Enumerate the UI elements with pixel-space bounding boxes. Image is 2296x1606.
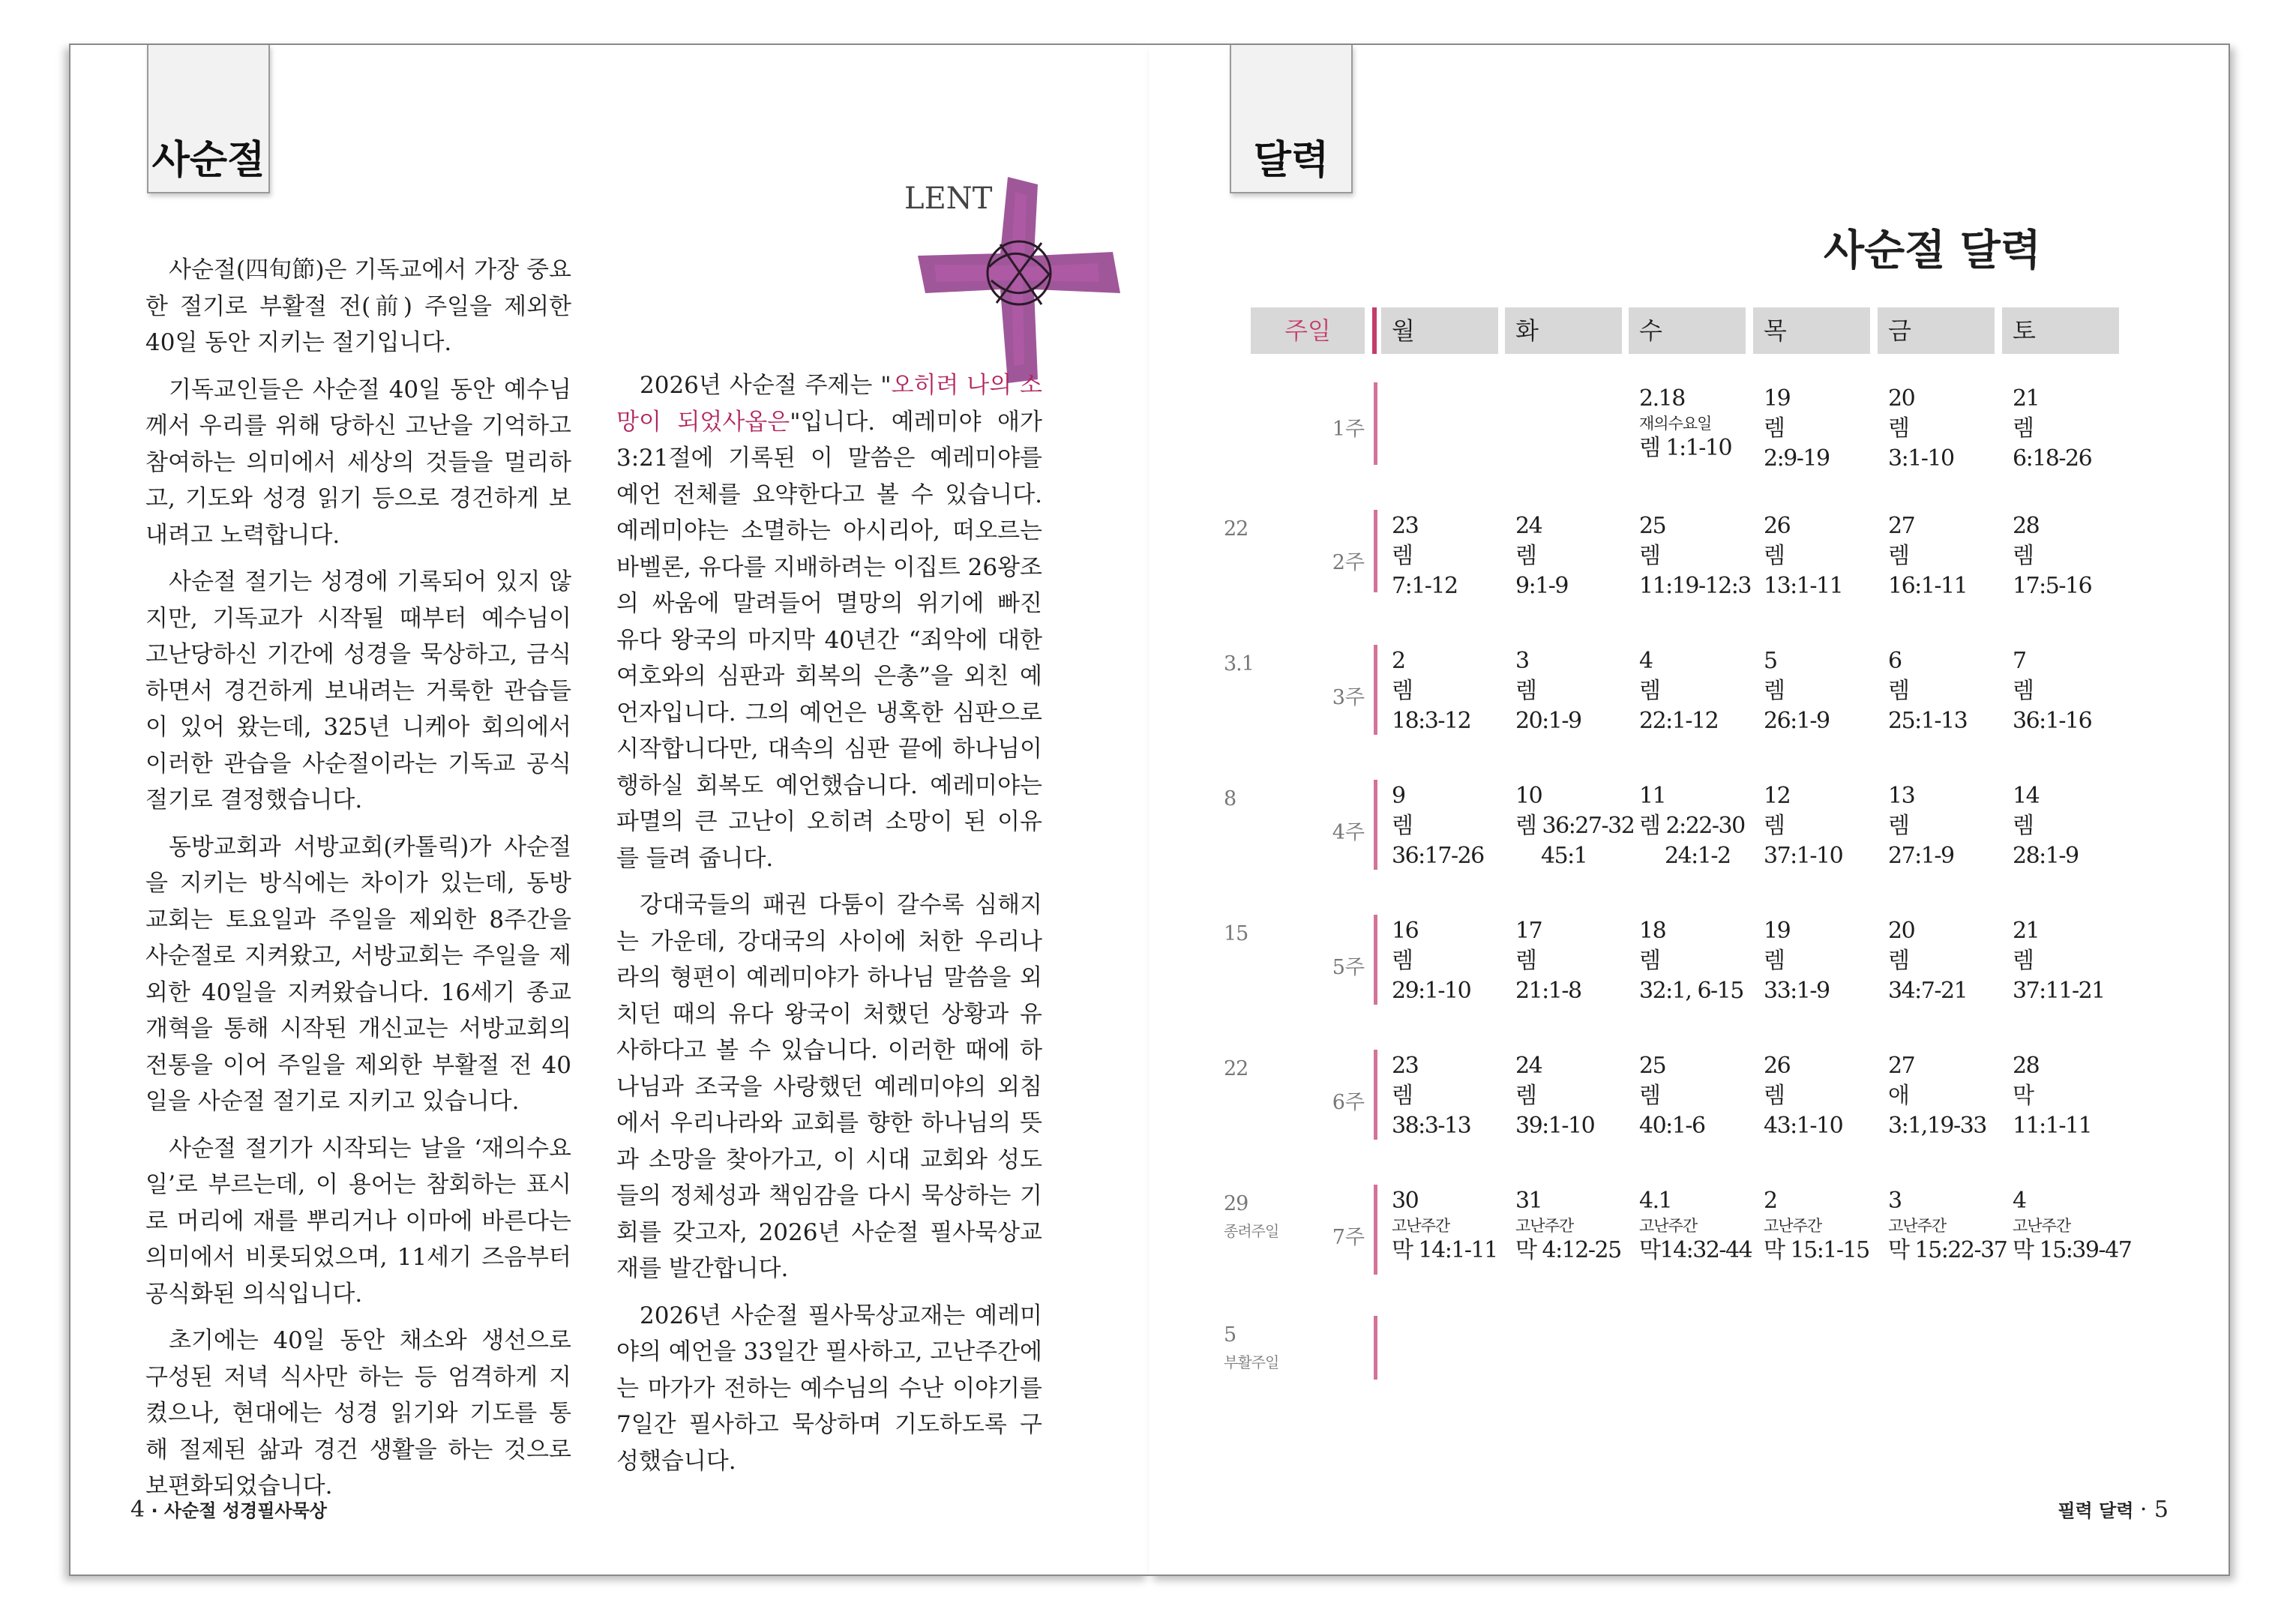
reading-ref: 39:1-10	[1515, 1113, 1595, 1139]
day-date: 28	[2013, 513, 2040, 539]
reading-ref: 막 15:1-15	[1764, 1237, 1869, 1263]
page-footer-right	[2058, 1496, 2169, 1523]
lent-cross-logo	[895, 162, 1135, 394]
reading-ref: 21:1-8	[1515, 978, 1581, 1004]
text-column-2	[616, 367, 1042, 1490]
calendar-day-cell	[2013, 781, 2079, 871]
paragraph-text: "입니다. 예레미야 애가 3:21절에 기록된 이 말씀은 예레미야를 예언 전체를 요약한다고 볼 수 있습니다. 예레미야는 소멸하는 아시리아, 떠오르는 바벨론, 유다를 지배하려는 이집트 26왕조의 싸움에 말려들어 멸망의 위기에 빠진 유다 왕국의 마지막 40년간 “죄악에 대한 여호와의 심판과 회복의 은총”을 외친 예언자입니다. 그의 예언은 냉혹한 심판으로 시작합니다만, 대속의 심판 끝에 하나님이 행하실 회복도 예언했습니다. 예레미야는 파멸의 큰 고난이 오히려 소망이 된 이유를 들려 줍니다.	[616, 408, 1042, 872]
calendar-day-cell	[1764, 384, 1830, 474]
day-note: 고난주간	[1888, 1217, 1947, 1235]
calendar-day-cell	[1888, 646, 1967, 736]
paragraph	[616, 367, 1042, 876]
day-note: 고난주간	[1639, 1217, 1698, 1235]
reading-ref: 막 4:12-25	[1515, 1237, 1621, 1263]
week-divider	[1374, 915, 1377, 1005]
reading-ref: 렘	[2013, 415, 2034, 442]
day-date: 19	[1764, 918, 1791, 944]
day-note: 고난주간	[1392, 1217, 1450, 1235]
reading-ref: 렘 36:27-32	[1515, 813, 1635, 839]
day-date: 3	[1515, 648, 1529, 674]
week-row-label	[1224, 1185, 1374, 1297]
reading-ref: 렘	[1392, 1083, 1413, 1109]
week-row-label	[1224, 1316, 1374, 1402]
calendar-day-cell	[1888, 1051, 1986, 1141]
day-date: 26	[1764, 513, 1791, 539]
reading-ref: 40:1-6	[1639, 1113, 1705, 1139]
section-tab	[147, 45, 270, 193]
reading-ref: 렘	[1764, 543, 1785, 569]
reading-ref: 27:1-9	[1888, 843, 1954, 869]
reading-ref: 3:1-10	[1888, 445, 1954, 472]
day-date: 10	[1515, 783, 1542, 809]
calendar-day-cell	[1639, 1186, 1752, 1266]
reading-ref: 25:1-13	[1888, 708, 1968, 734]
calendar-day-cell	[1515, 1186, 1621, 1266]
sunday-date: 22	[1224, 517, 1248, 541]
calendar-day-cell	[2013, 1051, 2091, 1141]
day-date: 19	[1764, 385, 1791, 412]
sunday-date: 29	[1224, 1192, 1248, 1215]
day-date: 12	[1764, 783, 1791, 809]
reading-ref: 렘	[2013, 678, 2034, 704]
section-tab	[1230, 45, 1353, 193]
reading-ref: 렘	[2013, 543, 2034, 569]
calendar-day-cell	[1515, 511, 1568, 601]
week-number: 1주	[1332, 418, 1365, 441]
paragraph-text: 2026년 사순절 주제는 "	[640, 372, 892, 399]
week-number: 6주	[1332, 1091, 1365, 1114]
paragraph: 강대국들의 패권 다툼이 갈수록 심해지는 가운데, 강대국의 사이에 처한 우리나라의 형편이 예레미야가 하나님 말씀을 외치던 때의 유다 왕국이 처했던 상황과 유사하다고 볼 수 있습니다. 이러한 때에 하나님과 조국을 사랑했던 예레미야의 외침에서 우리나라와 교회를 향한 하나님의 뜻과 소망을 찾아가고, 이 시대 교회와 성도들의 정체성과 책임감을 다시 묵상하는 기회를 갖고자, 2026년 사순절 필사묵상교재를 발간합니다.	[616, 891, 1042, 1282]
reading-ref: 렘	[1764, 415, 1785, 442]
week-row-label	[1224, 645, 1374, 757]
reading-ref: 렘	[1888, 543, 1909, 569]
week-number: 4주	[1332, 821, 1365, 844]
reading-ref: 20:1-9	[1515, 708, 1581, 734]
calendar-title: 사순절 달력	[1824, 226, 2041, 275]
day-date: 6	[1888, 648, 1902, 674]
week-number: 2주	[1332, 551, 1365, 574]
footer-title: 필력 달력	[2058, 1500, 2134, 1521]
reading-ref: 34:7-21	[1888, 978, 1968, 1004]
calendar-day-cell	[1515, 1051, 1594, 1141]
sunday-date: 5	[1224, 1323, 1236, 1347]
reading-ref: 45:1	[1541, 843, 1587, 869]
calendar-day-cell	[1392, 511, 1458, 601]
week-divider	[1374, 1050, 1377, 1140]
reading-ref: 애	[1888, 1083, 1909, 1109]
calendar-day-cell	[1515, 916, 1581, 1006]
calendar-day-cell	[1639, 646, 1718, 736]
calendar-header-1: 월	[1381, 307, 1498, 354]
page-number: · 5	[2139, 1497, 2169, 1523]
reading-ref: 렘	[1764, 1083, 1785, 1109]
week-divider	[1374, 510, 1377, 592]
day-date: 5	[1764, 648, 1777, 674]
reading-ref: 37:11-21	[2013, 978, 2105, 1004]
day-date: 13	[1888, 783, 1915, 809]
day-date: 27	[1888, 513, 1915, 539]
page-footer-left	[130, 1496, 327, 1523]
lent-logo-text: LENT	[904, 181, 993, 216]
calendar-day-cell	[1764, 781, 1842, 871]
reading-ref: 43:1-10	[1764, 1113, 1843, 1139]
calendar-header-3: 수	[1629, 307, 1746, 354]
sunday-name: 종려주일	[1224, 1222, 1279, 1240]
day-date: 3	[1888, 1188, 1902, 1214]
reading-ref: 2:9-19	[1764, 445, 1830, 472]
reading-ref: 38:3-13	[1392, 1113, 1471, 1139]
day-note: 고난주간	[2013, 1217, 2071, 1235]
reading-ref: 막 15:39-47	[2013, 1237, 2132, 1263]
calendar-day-cell	[1764, 646, 1830, 736]
calendar-day-cell	[1888, 1186, 2007, 1266]
reading-ref: 렘	[1639, 948, 1660, 974]
reading-ref: 32:1, 6-15	[1639, 978, 1743, 1004]
reading-ref: 막14:32-44	[1639, 1237, 1752, 1263]
reading-ref: 33:1-9	[1764, 978, 1830, 1004]
header-divider	[1372, 307, 1377, 354]
reading-ref: 24:1-2	[1665, 843, 1731, 869]
week-divider	[1374, 645, 1377, 735]
sunday-date: 3.1	[1224, 652, 1254, 676]
paragraph: 기독교인들은 사순절 40일 동안 예수님께서 우리를 위해 당하신 고난을 기억하고 참여하는 의미에서 세상의 것들을 멀리하고, 기도와 성경 읽기 등으로 경건하게 보내려고 노력합니다.	[145, 376, 571, 549]
reading-ref: 렘	[1392, 813, 1413, 839]
day-date: 4.1	[1639, 1188, 1672, 1214]
day-date: 26	[1764, 1053, 1791, 1079]
calendar-day-cell	[1392, 781, 1484, 871]
section-tab-label: 사순절	[151, 138, 265, 183]
reading-ref: 렘	[1515, 948, 1536, 974]
calendar-day-cell	[1888, 384, 1954, 474]
reading-ref: 렘	[1888, 813, 1909, 839]
day-date: 23	[1392, 1053, 1419, 1079]
reading-ref: 막 15:22-37	[1888, 1237, 2007, 1263]
calendar-header-4: 목	[1753, 307, 1870, 354]
calendar-day-cell	[2013, 511, 2091, 601]
week-divider	[1374, 780, 1377, 870]
reading-ref: 9:1-9	[1515, 573, 1569, 599]
week-row-label	[1224, 915, 1374, 1027]
day-date: 4	[1639, 648, 1653, 674]
calendar-day-cell	[2013, 646, 2091, 736]
sunday-date: 15	[1224, 922, 1248, 945]
reading-ref: 렘	[1764, 678, 1785, 704]
paragraph: 2026년 사순절 필사묵상교재는 예레미야의 예언을 33일간 필사하고, 고난주간에는 마가가 전하는 예수님의 수난 이야기를 7일간 필사하고 묵상하며 기도하도록 구성했습니다.	[616, 1302, 1042, 1475]
day-date: 2.18	[1639, 385, 1685, 412]
day-date: 24	[1515, 513, 1542, 539]
reading-ref: 렘 2:22-30	[1639, 813, 1745, 839]
calendar-day-cell	[1764, 511, 1842, 601]
week-number: 3주	[1332, 686, 1365, 709]
footer-title: · 사순절 성경필사묵상	[151, 1500, 327, 1521]
reading-ref: 렘	[1392, 948, 1413, 974]
reading-ref: 36:1-16	[2013, 708, 2092, 734]
page-number: 4	[130, 1497, 145, 1523]
reading-ref: 22:1-12	[1639, 708, 1719, 734]
sunday-date: 8	[1224, 787, 1236, 810]
reading-ref: 렘	[1764, 948, 1785, 974]
reading-ref: 렘	[1639, 543, 1660, 569]
day-date: 2	[1764, 1188, 1777, 1214]
week-divider	[1374, 1185, 1377, 1275]
reading-ref: 막	[2013, 1083, 2034, 1109]
calendar-day-cell	[1888, 916, 1967, 1006]
reading-ref: 11:19-12:3	[1639, 573, 1751, 599]
section-tab-label: 달력	[1253, 138, 1329, 183]
day-date: 21	[2013, 385, 2040, 412]
right-page	[1149, 43, 2230, 1576]
reading-ref: 막 14:1-11	[1392, 1237, 1497, 1263]
reading-ref: 렘	[1639, 1083, 1660, 1109]
reading-ref: 렘	[2013, 813, 2034, 839]
reading-ref: 36:17-26	[1392, 843, 1484, 869]
calendar-day-cell	[1392, 646, 1470, 736]
week-row-label	[1224, 382, 1374, 487]
reading-ref: 렘	[1888, 415, 1909, 442]
calendar-day-cell	[1392, 1186, 1497, 1266]
calendar-day-cell	[1392, 1051, 1470, 1141]
calendar-day-cell	[1515, 646, 1581, 736]
calendar-header-0: 주일	[1251, 307, 1365, 354]
day-date: 4	[2013, 1188, 2026, 1214]
paragraph: 사순절(四旬節)은 기독교에서 가장 중요한 절기로 부활절 전(前) 주일을 제외한 40일 동안 지키는 절기입니다.	[145, 256, 571, 356]
reading-ref: 렘	[1888, 678, 1909, 704]
reading-ref: 렘	[1764, 813, 1785, 839]
reading-ref: 29:1-10	[1392, 978, 1471, 1004]
day-date: 7	[2013, 648, 2026, 674]
left-page	[69, 43, 1150, 1576]
calendar-day-cell	[1639, 916, 1743, 1006]
day-date: 25	[1639, 1053, 1666, 1079]
reading-ref: 11:1-11	[2013, 1113, 2092, 1139]
calendar-header-2: 화	[1505, 307, 1622, 354]
reading-ref: 렘	[1392, 543, 1413, 569]
day-date: 27	[1888, 1053, 1915, 1079]
week-row-label	[1224, 1050, 1374, 1162]
calendar-day-cell	[1764, 1051, 1842, 1141]
day-date: 17	[1515, 918, 1542, 944]
reading-ref: 렘	[1888, 948, 1909, 974]
calendar-day-cell	[1639, 511, 1751, 601]
reading-ref: 37:1-10	[1764, 843, 1843, 869]
reading-ref: 13:1-11	[1764, 573, 1843, 599]
reading-ref: 렘	[1639, 678, 1660, 704]
day-date: 14	[2013, 783, 2040, 809]
day-date: 18	[1639, 918, 1666, 944]
day-date: 30	[1392, 1188, 1419, 1214]
reading-ref: 6:18-26	[2013, 445, 2092, 472]
paragraph: 사순절 절기는 성경에 기록되어 있지 않지만, 기독교가 시작될 때부터 예수님이 고난당하신 기간에 성경을 묵상하고, 금식하면서 경건하게 보내려는 거룩한 관습들이 있어 왔는데, 325년 니케아 회의에서 이러한 관습을 사순절이라는 기독교 공식 절기로 결정했습니다.	[145, 568, 571, 813]
reading-ref: 렘	[2013, 948, 2034, 974]
sunday-date: 22	[1224, 1057, 1248, 1080]
calendar-day-cell	[1392, 916, 1470, 1006]
week-number: 5주	[1332, 956, 1365, 979]
day-date: 31	[1515, 1188, 1542, 1214]
paragraph: 사순절 절기가 시작되는 날을 ‘재의수요일’로 부르는데, 이 용어는 참회하는 표시로 머리에 재를 뿌리거나 이마에 바른다는 의미에서 비롯되었으며, 11세기 즈음부터 공식화된 의식입니다.	[145, 1134, 571, 1308]
week-row-label	[1224, 780, 1374, 892]
day-date: 20	[1888, 385, 1915, 412]
week-row-label	[1224, 510, 1374, 615]
day-date: 25	[1639, 513, 1666, 539]
week-divider	[1374, 1316, 1377, 1380]
reading-ref: 7:1-12	[1392, 573, 1458, 599]
calendar-day-cell	[1639, 384, 1731, 463]
calendar-day-cell	[1888, 781, 1954, 871]
calendar-day-cell	[1764, 916, 1830, 1006]
calendar-day-cell	[2013, 916, 2105, 1006]
calendar-day-cell	[1639, 1051, 1705, 1141]
day-date: 16	[1392, 918, 1419, 944]
reading-ref: 렘	[1392, 678, 1413, 704]
reading-ref: 16:1-11	[1888, 573, 1968, 599]
text-column-1	[145, 252, 571, 1515]
reading-ref: 26:1-9	[1764, 708, 1830, 734]
reading-ref: 3:1,19-33	[1888, 1113, 1986, 1139]
calendar-day-cell	[1764, 1186, 1869, 1266]
calendar-header-5: 금	[1878, 307, 1995, 354]
calendar-day-cell	[1639, 781, 1745, 871]
reading-ref: 렘	[1515, 543, 1536, 569]
reading-ref: 렘	[1515, 678, 1536, 704]
calendar-day-cell	[1888, 511, 1967, 601]
calendar-day-cell	[2013, 1186, 2131, 1266]
day-date: 11	[1639, 783, 1666, 809]
reading-ref: 18:3-12	[1392, 708, 1471, 734]
day-note: 재의수요일	[1639, 415, 1712, 433]
paragraph: 초기에는 40일 동안 채소와 생선으로 구성된 저녁 식사만 하는 등 엄격하게 지켰으나, 현대에는 성경 읽기와 기도를 통해 절제된 삶과 경건 생활을 하는 것으로 보편화되었습니다.	[145, 1327, 571, 1500]
day-note: 고난주간	[1764, 1217, 1822, 1235]
reading-ref: 28:1-9	[2013, 843, 2079, 869]
day-date: 20	[1888, 918, 1915, 944]
theme-highlight: 오히려 나의 소망이 되었사옵은	[616, 372, 1042, 436]
day-date: 9	[1392, 783, 1405, 809]
calendar-header-6: 토	[2002, 307, 2119, 354]
day-note: 고난주간	[1515, 1217, 1574, 1235]
week-number: 7주	[1332, 1226, 1365, 1249]
day-date: 21	[2013, 918, 2040, 944]
sunday-name: 부활주일	[1224, 1353, 1279, 1371]
day-date: 2	[1392, 648, 1405, 674]
day-date: 24	[1515, 1053, 1542, 1079]
reading-ref: 17:5-16	[2013, 573, 2092, 599]
reading-ref: 렘 1:1-10	[1639, 435, 1732, 461]
paragraph: 동방교회과 서방교회(카톨릭)가 사순절을 지키는 방식에는 차이가 있는데, 동방교회는 토요일과 주일을 제외한 8주간을 사순절로 지켜왔고, 서방교회는 주일을 제외한 40일을 지켜왔습니다. 16세기 종교 개혁을 통해 시작된 개신교는 서방교회의 전통을 이어 주일을 제외한 부활절 전 40일을 사순절 절기로 지키고 있습니다.	[145, 833, 571, 1115]
reading-ref: 렘	[1515, 1083, 1536, 1109]
week-divider	[1374, 382, 1377, 465]
calendar-day-cell	[1515, 781, 1634, 871]
calendar-day-cell	[2013, 384, 2091, 474]
day-date: 28	[2013, 1053, 2040, 1079]
day-date: 23	[1392, 513, 1419, 539]
